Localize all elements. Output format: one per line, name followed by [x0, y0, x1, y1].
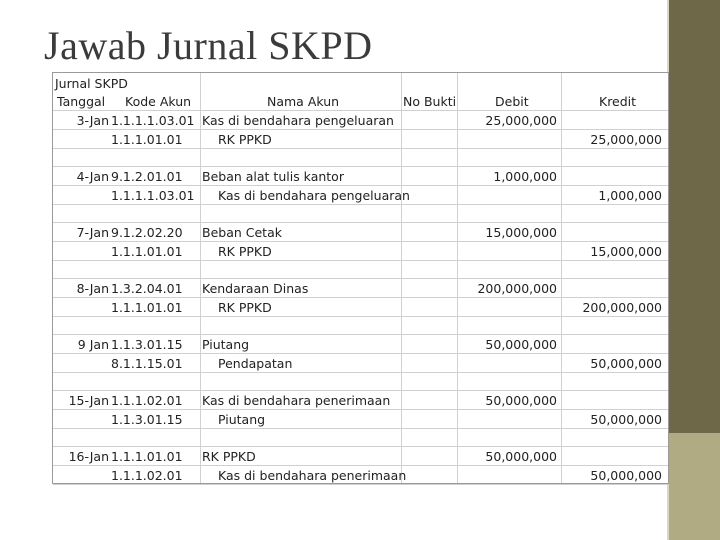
credit-amount: 50,000,000: [590, 468, 662, 483]
credit-amount: 1,000,000: [598, 188, 662, 203]
entry-date: 16-Jan: [68, 449, 109, 464]
account-code: 1.1.3.01.15: [111, 412, 183, 427]
credit-amount: 50,000,000: [590, 356, 662, 371]
row-separator: [53, 204, 668, 205]
debit-amount: 50,000,000: [485, 337, 557, 352]
account-code: 1.1.1.01.01: [111, 132, 183, 147]
row-separator: [53, 148, 668, 149]
credit-amount: 50,000,000: [590, 412, 662, 427]
table-row: [53, 110, 668, 130]
table-row: [53, 278, 668, 298]
row-separator: [53, 428, 668, 429]
account-name: Kas di bendahara penerimaan: [218, 468, 407, 483]
account-code: 1.1.1.01.01: [111, 244, 183, 259]
entry-date: 4-Jan: [76, 169, 109, 184]
account-name: Kendaraan Dinas: [202, 281, 309, 296]
table-row: [53, 166, 668, 186]
credit-amount: 200,000,000: [582, 300, 662, 315]
entry-date: 8-Jan: [76, 281, 109, 296]
debit-amount: 1,000,000: [493, 169, 557, 184]
entry-date: 15-Jan: [68, 393, 109, 408]
account-code: 1.3.2.04.01: [111, 281, 183, 296]
debit-amount: 50,000,000: [485, 393, 557, 408]
account-code: 1.1.1.02.01: [111, 468, 183, 483]
row-separator: [53, 372, 668, 373]
table-row: [53, 222, 668, 242]
account-name: RK PPKD: [218, 244, 272, 259]
credit-amount: 15,000,000: [590, 244, 662, 259]
account-name: Kas di bendahara pengeluaran: [218, 188, 410, 203]
account-name: Piutang: [218, 412, 266, 427]
table-row: [53, 390, 668, 410]
journal-table: [52, 72, 669, 484]
account-code: 1.1.1.1.03.01: [111, 113, 195, 128]
account-name: Beban alat tulis kantor: [202, 169, 344, 184]
header-debit: Debit: [495, 94, 529, 109]
header-nama-akun: Nama Akun: [267, 94, 340, 109]
account-code: 1.1.1.01.01: [111, 300, 183, 315]
entry-date: 9 Jan: [77, 337, 109, 352]
debit-amount: 25,000,000: [485, 113, 557, 128]
decorative-band-top: [667, 0, 720, 433]
debit-amount: 50,000,000: [485, 449, 557, 464]
slide-title: Jawab Jurnal SKPD: [44, 23, 373, 68]
account-name: Kas di bendahara pengeluaran: [202, 113, 394, 128]
debit-amount: 200,000,000: [477, 281, 557, 296]
row-separator: [53, 484, 668, 485]
table-row: [53, 129, 668, 149]
account-code: 9.1.2.01.01: [111, 169, 183, 184]
table-row: [53, 446, 668, 466]
entry-date: 3-Jan: [76, 113, 109, 128]
row-separator: [53, 260, 668, 261]
header-kredit: Kredit: [599, 94, 637, 109]
account-name: Pendapatan: [218, 356, 293, 371]
decorative-band-bottom: [667, 433, 720, 540]
row-separator: [53, 316, 668, 317]
credit-amount: 25,000,000: [590, 132, 662, 147]
header-no-bukti: No Bukti: [403, 94, 457, 109]
account-code: 1.1.3.01.15: [111, 337, 183, 352]
account-name: RK PPKD: [218, 300, 272, 315]
table-row: [53, 409, 668, 429]
account-name: Piutang: [202, 337, 250, 352]
account-code: 1.1.1.02.01: [111, 393, 183, 408]
account-code: 8.1.1.15.01: [111, 356, 183, 371]
debit-amount: 15,000,000: [485, 225, 557, 240]
account-name: RK PPKD: [202, 449, 256, 464]
header-tanggal: Tanggal: [57, 94, 106, 109]
header-kode-akun: Kode Akun: [125, 94, 192, 109]
account-name: Beban Cetak: [202, 225, 282, 240]
account-code: 1.1.1.01.01: [111, 449, 183, 464]
table-row: [53, 185, 668, 205]
account-code: 9.1.2.02.20: [111, 225, 183, 240]
table-row: [53, 465, 668, 485]
table-row: [53, 241, 668, 261]
account-name: RK PPKD: [218, 132, 272, 147]
account-code: 1.1.1.1.03.01: [111, 188, 195, 203]
sheet-title: Jurnal SKPD: [55, 76, 128, 91]
table-row: [53, 297, 668, 317]
account-name: Kas di bendahara penerimaan: [202, 393, 391, 408]
table-row: [53, 334, 668, 354]
table-row: [53, 353, 668, 373]
entry-date: 7-Jan: [76, 225, 109, 240]
